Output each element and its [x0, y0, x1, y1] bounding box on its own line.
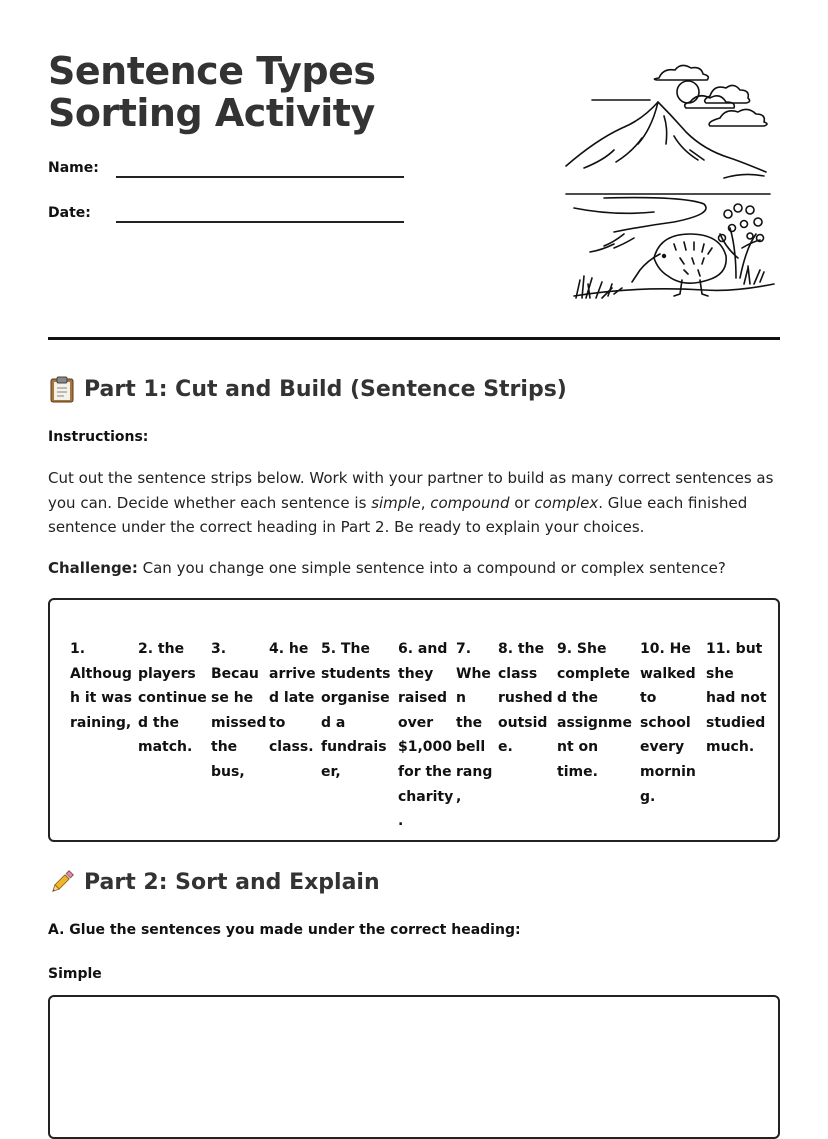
name-label: Name:	[48, 160, 99, 176]
sentence-strip[interactable]: 9. She completed the assignment on time.	[557, 641, 632, 780]
instructions-text-part: Cut out the sentence strips below. Work with your partner to build as many correct sentences as you can. Decide whether each sentence is	[48, 469, 774, 512]
challenge-text	[48, 556, 778, 581]
pencil-icon	[48, 868, 76, 896]
section-divider	[48, 337, 780, 340]
sentence-strips-box	[48, 598, 780, 842]
sentence-strip[interactable]: 6. and they raised over $1,000 for the charity.	[398, 641, 454, 830]
sentence-strip[interactable]: 11. but she had not studied much.	[706, 641, 767, 756]
name-writing-line[interactable]	[116, 176, 404, 178]
date-field	[48, 205, 91, 221]
page-title: Sentence Types Sorting Activity	[48, 49, 376, 135]
simple-glue-box[interactable]	[48, 995, 780, 1139]
landscape-kiwi-illustration	[514, 58, 778, 314]
instructions-text-part: or	[509, 493, 535, 512]
sentence-strip[interactable]: 3. Because he missed the bus,	[211, 641, 267, 780]
name-field	[48, 160, 99, 176]
kiwi-icon	[654, 234, 726, 283]
simple-heading: Simple	[48, 966, 102, 982]
sentence-strip[interactable]: 5. The students organised a fundraiser,	[321, 641, 391, 780]
sentence-strip[interactable]: 8. the class rushed outside.	[498, 641, 553, 756]
date-label: Date:	[48, 205, 91, 221]
sentence-strip[interactable]: 7. When the bell rang,	[456, 641, 493, 805]
challenge-body: Can you change one simple sentence into a compound or complex sentence?	[137, 559, 726, 577]
part1-heading	[48, 375, 567, 403]
instructions-text	[48, 466, 778, 540]
sentence-strip[interactable]: 2. the players continued the match.	[138, 641, 207, 756]
sentence-strip[interactable]: 1. Although it was raining,	[70, 641, 132, 731]
instructions-text-part: ,	[420, 493, 431, 512]
part1-heading-text: Part 1: Cut and Build (Sentence Strips)	[84, 376, 567, 402]
clipboard-icon	[48, 375, 76, 403]
date-writing-line[interactable]	[116, 221, 404, 223]
instructions-label: Instructions:	[48, 429, 149, 445]
challenge-label: Challenge:	[48, 559, 138, 577]
part2-subheading: A. Glue the sentences you made under the correct heading:	[48, 922, 521, 938]
type-complex: complex	[534, 493, 599, 512]
sentence-strip[interactable]: 10. He walked to school every morning.	[640, 641, 696, 805]
part2-heading	[48, 868, 380, 896]
type-compound: compound	[430, 493, 510, 512]
part2-heading-text: Part 2: Sort and Explain	[84, 869, 380, 895]
type-simple: simple	[371, 493, 421, 512]
instructions-text-part: . Glue each finished sentence under the correct heading in Part 2. Be ready to explain your choices.	[48, 493, 748, 536]
cloud-icon	[654, 65, 708, 80]
sentence-strip[interactable]: 4. he arrived late to class.	[269, 641, 316, 756]
